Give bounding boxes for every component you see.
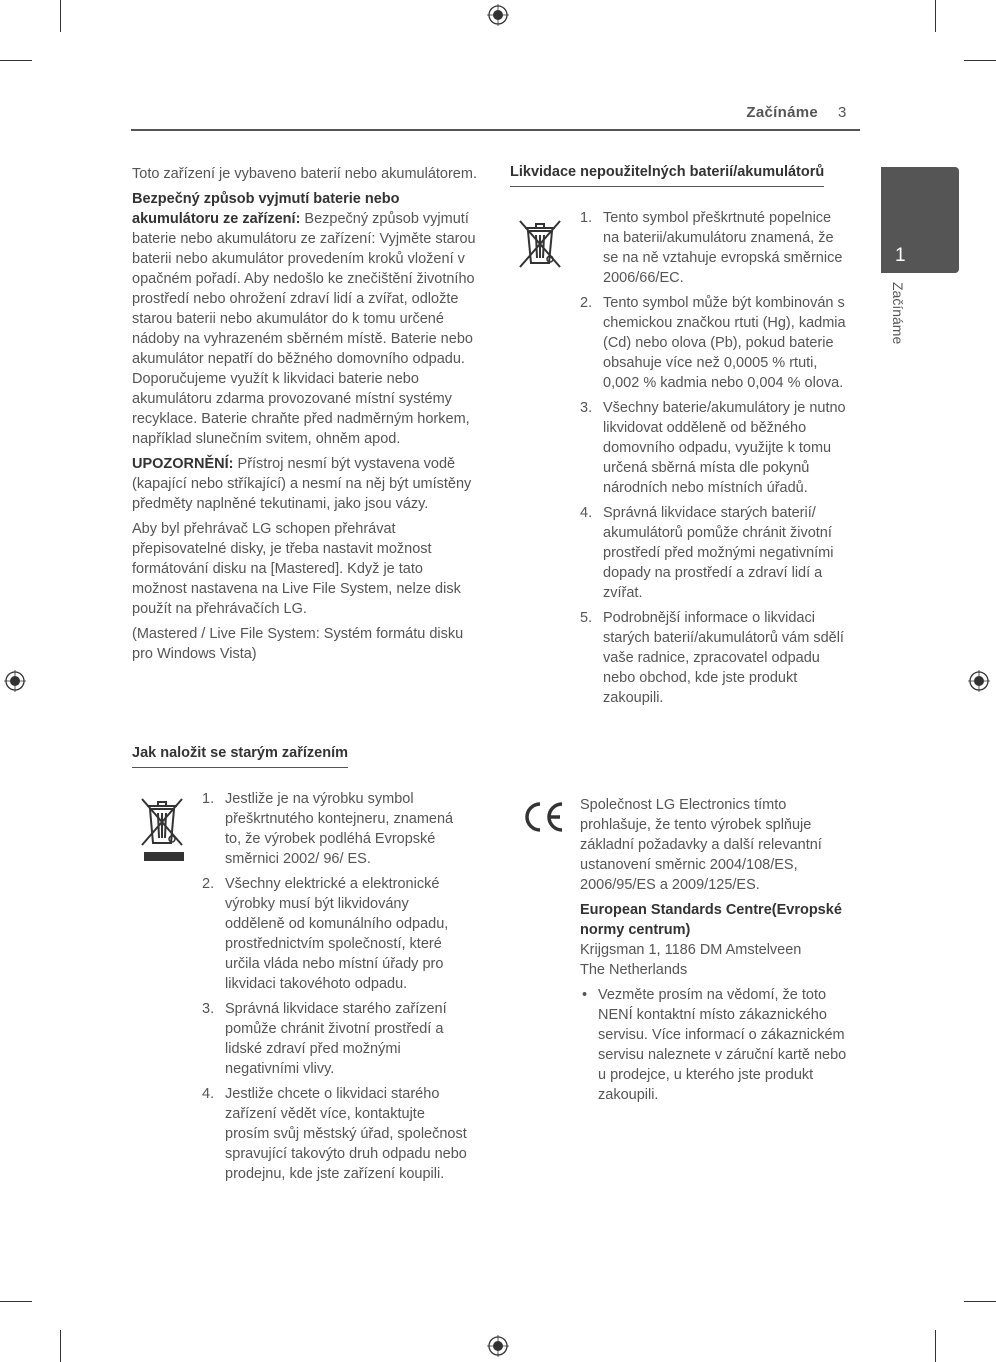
chapter-tab (881, 167, 959, 273)
old-device-heading: Jak naložit se starým zařízením (132, 745, 348, 768)
chapter-side-label (889, 282, 909, 362)
registration-mark-icon (4, 670, 26, 692)
list-item: 5. Podrobnější informace o likvidaci starých baterií/akumulátorů vám sdělí vaše radnice, zpracovatel odpadu nebo obchod, kde jste produkt zakoupili. (580, 610, 844, 706)
eu-center-bold: European Standards Centre(Evropské normy centrum) (580, 902, 842, 938)
crop-mark (60, 1330, 61, 1362)
crop-mark (60, 0, 61, 32)
right-column-lower-text (580, 795, 848, 1105)
page-number: 3 (838, 104, 847, 121)
safe-removal-text: Bezpečný způsob vyjmutí baterie nebo akumulátoru ze zařízení: Vyjměte starou baterii nebo akumulátor provedením kroků vložení v opačném pořadí. Aby nedošlo ke znečištění životního prostředí nebo ohrožení zdraví lidí a zvířat, odložte starou baterii nebo akumulátor do k tomu určené nádoby na vyhrazeném sběrném místě. Baterie nebo akumulátor nepatří do běžného domovního odpadu. Doporučujeme využít k likvidaci baterie nebo akumulátoru zdarma provozované místní systémy recyklace. Baterie chraňte před nadměrným horkem, například slunečním svitem, ohněm apod. (132, 211, 476, 447)
list-item: 2. Všechny elektrické a elektronické výrobky musí být likvidovány odděleně od komunálního odpadu, prostřednictvím společností, které určila vláda nebo místní úřady pro likvidaci takovéhoto odpadu. (202, 876, 449, 992)
warning-bold: UPOZORNĚNÍ: (132, 456, 234, 472)
safe-removal-paragraph (132, 189, 477, 449)
list-item: • Vezměte prosím na vědomí, že toto NENÍ kontaktní místo zákaznického servisu. Více informací o zákaznickém servisu naleznete v záruční kartě nebo u prodejce, u kterého jste produkt zakoupili. (582, 987, 847, 1103)
disc-format-note: (Mastered / Live File System: Systém formátu disku pro Windows Vista) (132, 626, 464, 662)
left-column-text (132, 164, 477, 669)
battery-disposal-heading: Likvidace nepoužitelných baterií/akumulátorů (510, 164, 824, 187)
list-item: 2. Tento symbol může být kombinován s chemickou značkou rtuti (Hg), kadmia (Cd) nebo olova (Pb), pokud baterie obsahuje více než 0,0005 % rtuti, 0,002 % kadmia nebo 0,004 % olova. (580, 295, 846, 391)
battery-disposal-list (580, 208, 848, 713)
registration-mark-icon (487, 1335, 509, 1357)
registration-mark-icon (968, 670, 990, 692)
battery-intro: Toto zařízení je vybaveno baterií nebo akumulátorem. (132, 166, 477, 182)
ce-declaration: Společnost LG Electronics tímto prohlašuje, že tento výrobek splňuje základní požadavky a další relevantní ustanovení směrnic 2004/108/ES, 2006/95/ES a 2009/125/ES. (580, 797, 822, 893)
list-item: 4. Správná likvidace starých baterií/ akumulátorů pomůže chránit životní prostředí před možnými negativními dopady na prostředí a zdraví lidí a zvířat. (580, 505, 834, 601)
list-item: 1. Jestliže je na výrobku symbol přeškrtnutého kontejneru, znamená to, že výrobek podléhá Evropské směrnici 2002/ 96/ ES. (202, 791, 454, 867)
ce-mark-icon (520, 800, 566, 834)
list-item: 3. Správná likvidace starého zařízení pomůže chránit životní prostředí a lidské zdraví před možnými negativními vlivy. (202, 1001, 447, 1077)
eu-center-address-2: The Netherlands (580, 962, 688, 978)
old-device-list (202, 789, 470, 1189)
chapter-side-label-text: Začínáme (890, 282, 906, 345)
eu-center (580, 900, 848, 980)
eu-center-address-1: Krijgsman 1, 1186 DM Amstelveen (580, 942, 802, 958)
registration-mark-icon (487, 4, 509, 26)
crop-mark (964, 1301, 996, 1302)
chapter-number: 1 (895, 245, 906, 266)
section-title: Začínáme (746, 104, 818, 121)
crop-mark (0, 1301, 32, 1302)
crop-mark (935, 0, 936, 32)
disc-format-paragraph: Aby byl přehrávač LG schopen přehrávat přepisovatelné disky, je třeba nastavit možnost formátování disku na [Mastered]. Když je tato možnost nastavena na Live File System, nelze disk použít na přehrávačích LG. (132, 521, 461, 617)
safe-removal-bold: Bezpečný způsob vyjmutí baterie nebo akumulátoru ze zařízení: (132, 191, 400, 227)
crop-mark (935, 1330, 936, 1362)
warning-paragraph (132, 454, 477, 514)
list-item: 1. Tento symbol přeškrtnuté popelnice na baterii/akumulátoru znamená, že se na ně vztahuje evropská směrnice 2006/66/EC. (580, 210, 843, 286)
crop-mark (0, 60, 32, 61)
list-item: 4. Jestliže chcete o likvidaci starého zařízení vědět více, kontaktujte prosím svůj městský úřad, společnost spravující takovýto druh odpadu nebo prodejnu, kde jste zařízení koupili. (202, 1086, 467, 1182)
crossed-bin-icon (138, 793, 188, 865)
crop-mark (964, 60, 996, 61)
list-item: 3. Všechny baterie/akumulátory je nutno likvidovat odděleně od běžného domovního odpadu, využijte k tomu určená sběrná místa dle pokynů národních nebo místních úřadů. (580, 400, 846, 496)
header-rule (131, 129, 860, 131)
crossed-bin-battery-icon (516, 217, 566, 271)
warning-text: Přístroj nesmí být vystavena vodě (kapající nebo stříkající) a nesmí na něj být umístěny předměty naplněné tekutinami, jako jsou vázy. (132, 456, 472, 512)
